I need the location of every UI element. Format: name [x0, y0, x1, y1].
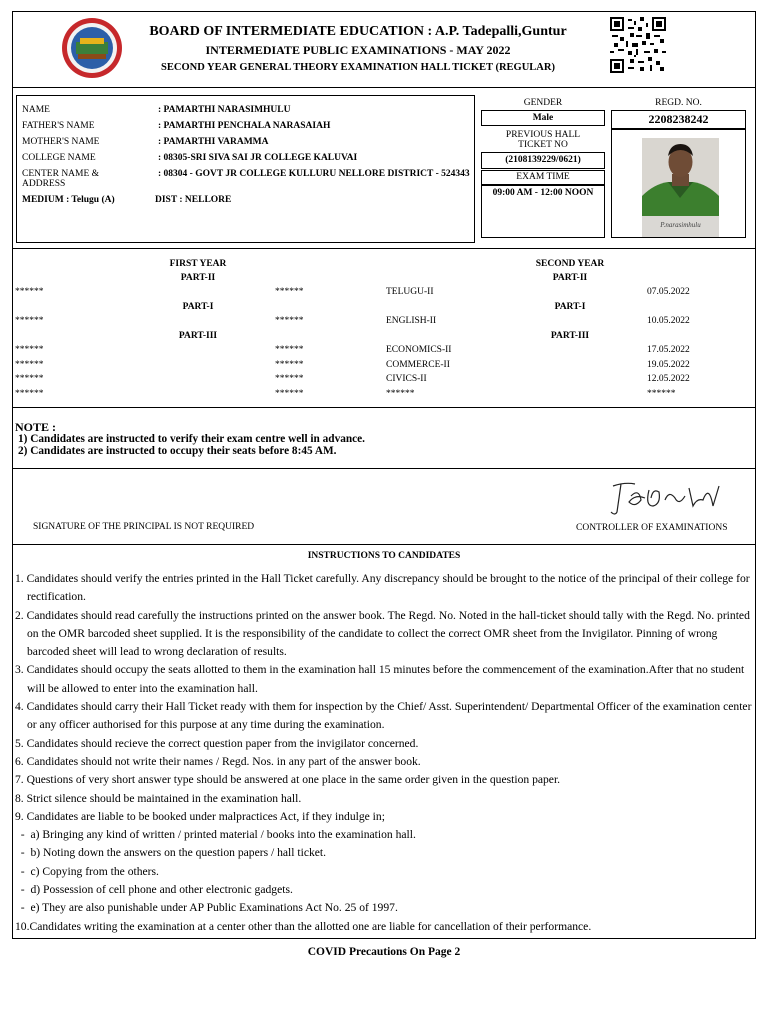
subject-name: ECONOMICS-II — [386, 345, 452, 355]
exam-time-label: EXAM TIME — [481, 170, 605, 185]
second-year-part3: PART-III — [550, 331, 590, 341]
centre-label: CENTER NAME & ADDRESS — [22, 169, 100, 189]
instructions-title: INSTRUCTIONS TO CANDIDATES — [307, 551, 461, 561]
father-label: FATHER'S NAME — [22, 121, 95, 131]
subject-name: CIVICS-II — [386, 374, 427, 384]
table-cell: ****** — [15, 360, 44, 370]
table-divider — [12, 407, 756, 408]
instruction-subitem: - d) Possession of cell phone and other electronic gadgets. — [15, 883, 293, 897]
table-cell: ****** — [15, 316, 44, 326]
exam-date: 10.05.2022 — [647, 316, 690, 326]
exam-date: ****** — [647, 389, 676, 399]
subject-name: TELUGU-II — [386, 287, 434, 297]
details-divider — [12, 248, 756, 249]
table-cell: ****** — [15, 287, 44, 297]
instruction-item: 3. Candidates should occupy the seats allotted to them in the examination hall 15 minutes before the commencement of the examination.After that no student will be allowed to enter into the examination hall. — [15, 663, 745, 695]
first-year-part2: PART-II — [180, 273, 216, 283]
exam-title: INTERMEDIATE PUBLIC EXAMINATIONS - MAY 2022 — [205, 43, 511, 57]
instruction-item: 8. Strict silence should be maintained in the examination hall. — [15, 791, 302, 805]
note-line-2: 2) Candidates are instructed to occupy their seats before 8:45 AM. — [18, 445, 337, 457]
centre-value: : 08304 - GOVT JR COLLEGE KULLURU NELLORE DISTRICT - 524343 — [158, 169, 470, 179]
previous-ticket-label: PREVIOUS HALL TICKET NO — [505, 130, 581, 150]
medium-value: MEDIUM : Telugu (A) — [22, 195, 115, 205]
exam-date: 19.05.2022 — [647, 360, 690, 370]
instruction-item: 2. Candidates should read carefully the instructions printed on the answer book. The Regd. No. Noted in the hall-ticket should tally with the Regd. No. printed on the OMR barcoded sheet supplied. It is the responsibility of the candidate to collect the correct OMR sheet from the Invigilator. Pinning of wrong barcoded sheet will lead to wrong declaration of results. — [15, 608, 750, 659]
photo-caption: P.narasimhulu — [660, 221, 701, 229]
table-cell: ****** — [275, 360, 304, 370]
second-year-heading: SECOND YEAR — [535, 259, 605, 269]
table-cell: ****** — [15, 389, 44, 399]
header-divider — [12, 87, 756, 88]
gender-label: GENDER — [523, 98, 563, 108]
district-value: DIST : NELLORE — [155, 195, 232, 205]
previous-ticket-value: (2108139229/0621) — [481, 152, 605, 169]
instruction-item: 10.Candidates writing the examination at a center other than the allotted one are liable for cancellation of their performance. — [15, 919, 592, 933]
instruction-item: 6. Candidates should not write their names / Regd. Nos. in any part of the answer book. — [15, 754, 421, 768]
controller-signature — [605, 476, 725, 518]
regd-number: 2208238242 — [611, 110, 746, 129]
covid-footer: COVID Precautions On Page 2 — [307, 946, 461, 958]
table-cell: ****** — [275, 345, 304, 355]
first-year-heading: FIRST YEAR — [169, 259, 227, 269]
exam-date: 07.05.2022 — [647, 287, 690, 297]
board-title: BOARD OF INTERMEDIATE EDUCATION : A.P. Tadepalli,Guntur — [149, 24, 567, 39]
table-cell: ****** — [15, 374, 44, 384]
mother-value: : PAMARTHI VARAMMA — [158, 137, 269, 147]
table-cell: ****** — [275, 316, 304, 326]
note-divider — [12, 468, 756, 469]
qr-code — [610, 17, 666, 73]
table-cell: ****** — [275, 374, 304, 384]
instruction-subitem: - e) They are also punishable under AP Public Examinations Act No. 25 of 1997. — [15, 901, 398, 915]
regd-label: REGD. NO. — [655, 98, 702, 108]
second-year-part1: PART-I — [554, 302, 586, 312]
instruction-item: 5. Candidates should recieve the correct question paper from the invigilator concerned. — [15, 736, 419, 750]
first-year-part1: PART-I — [182, 302, 214, 312]
subject-name: ****** — [386, 389, 415, 399]
father-value: : PAMARTHI PENCHALA NARASAIAH — [158, 121, 331, 131]
controller-label: CONTROLLER OF EXAMINATIONS — [576, 523, 728, 533]
exam-time-value: 09:00 AM - 12:00 NOON — [481, 185, 605, 238]
exam-date: 12.05.2022 — [647, 374, 690, 384]
name-value: : PAMARTHI NARASIMHULU — [158, 105, 291, 115]
instruction-item: 1. Candidates should verify the entries printed in the Hall Ticket carefully. Any discrepancy should be brought to the notice of the principal of their college for rectification. — [15, 572, 750, 604]
instructions-list — [15, 570, 755, 936]
college-label: COLLEGE NAME — [22, 153, 96, 163]
first-year-part3: PART-III — [178, 331, 218, 341]
table-cell: ****** — [15, 345, 44, 355]
gender-value: Male — [481, 110, 605, 126]
instruction-item: 4. Candidates should carry their Hall Ticket ready with them for inspection by the Chief/ Asst. Superintendent/ Departmental Officer of the examination center or any officer authorised for this purpose at any time during the examination. — [15, 700, 752, 732]
exam-date: 17.05.2022 — [647, 345, 690, 355]
note-line-1: 1) Candidates are instructed to verify their exam centre well in advance. — [18, 433, 366, 445]
mother-label: MOTHER'S NAME — [22, 137, 100, 147]
instruction-subitem: - c) Copying from the others. — [15, 864, 159, 878]
table-cell: ****** — [275, 389, 304, 399]
second-year-part2: PART-II — [552, 273, 588, 283]
instruction-item: 7. Questions of very short answer type should be answered at one place in the same order given in the question paper. — [15, 773, 561, 787]
college-value: : 08305-SRI SIVA SAI JR COLLEGE KALUVAI — [158, 153, 358, 163]
instruction-subitem: - a) Bringing any kind of written / printed material / books into the examination hall. — [15, 828, 416, 842]
instruction-subitem: - b) Noting down the answers on the question papers / hall ticket. — [15, 846, 327, 860]
name-label: NAME — [22, 105, 50, 115]
ticket-type: SECOND YEAR GENERAL THEORY EXAMINATION HALL TICKET (REGULAR) — [161, 62, 555, 73]
signature-divider — [12, 544, 756, 545]
principal-signature-note: SIGNATURE OF THE PRINCIPAL IS NOT REQUIRED — [33, 522, 255, 532]
note-title: NOTE : — [15, 420, 57, 434]
table-cell: ****** — [275, 287, 304, 297]
subject-name: ENGLISH-II — [386, 316, 437, 326]
instruction-item: 9. Candidates are liable to be booked under malpractices Act, if they indulge in; — [15, 809, 385, 823]
subject-name: COMMERCE-II — [386, 360, 450, 370]
